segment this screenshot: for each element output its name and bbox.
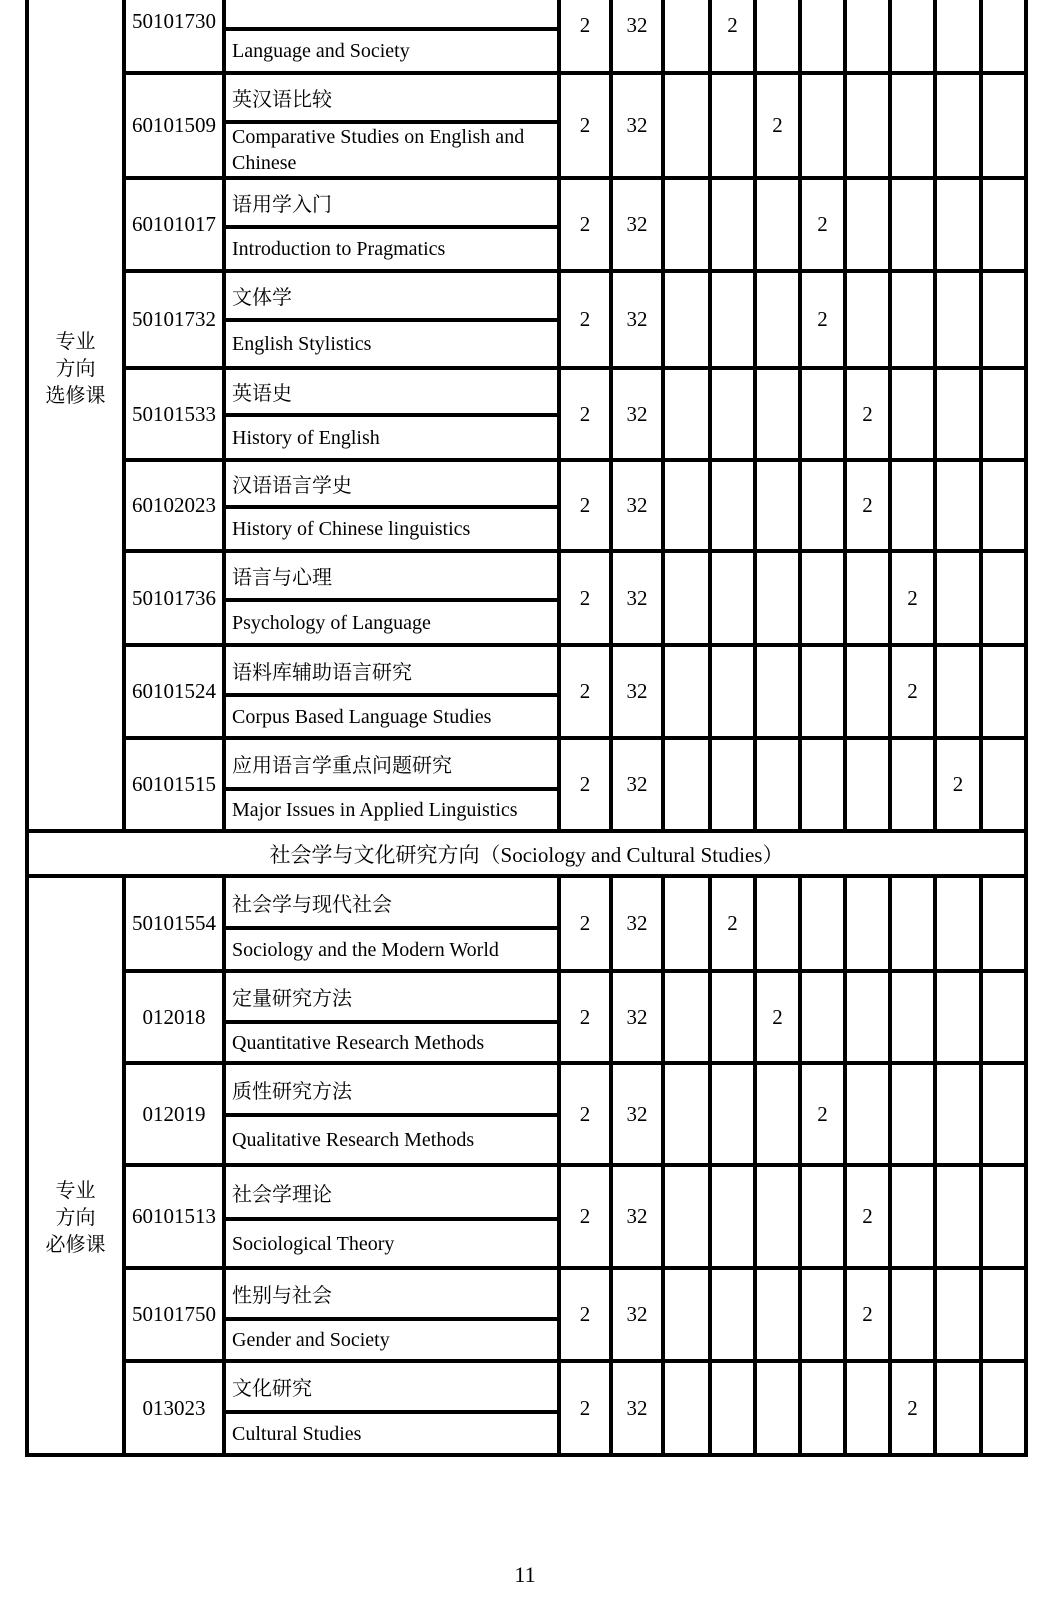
hours-value: 32 [613, 0, 665, 71]
course-name-cell [226, 462, 561, 549]
course-name-cell [226, 75, 561, 176]
semester-cell [892, 740, 937, 829]
credits-value: 2 [561, 370, 613, 458]
course-name-cn: 语用学入门 [226, 180, 557, 229]
credits-value: 2 [561, 1065, 613, 1163]
hours-value: 32 [613, 180, 665, 269]
semester-cell [665, 370, 712, 458]
course-code: 50101736 [132, 585, 216, 610]
course-code: 012019 [142, 1101, 206, 1126]
course-name-cell [226, 878, 561, 969]
semester-cell [937, 180, 983, 269]
course-code-cell [126, 1167, 226, 1266]
semester-cell [757, 462, 802, 549]
semester-cell [757, 553, 802, 643]
category-line: 选修课 [45, 385, 106, 407]
semester-cell [937, 370, 983, 458]
table-row [126, 75, 1028, 180]
semester-cell [983, 1065, 1028, 1163]
course-name-cn: 文体学 [226, 273, 557, 322]
semester-cell [757, 1167, 802, 1266]
semester-cell [712, 273, 757, 366]
semester-cell [712, 1065, 757, 1163]
semester-cell: 2 [892, 647, 937, 736]
semester-cell [665, 1363, 712, 1453]
semester-cell: 2 [712, 878, 757, 969]
table-row [126, 973, 1028, 1065]
semester-cell [712, 462, 757, 549]
table-row [126, 740, 1028, 833]
course-name-en: Sociological Theory [232, 1232, 395, 1255]
semester-cell [757, 1065, 802, 1163]
semester-cell: 2 [757, 75, 802, 176]
course-name-cell [226, 1065, 561, 1163]
credits-value: 2 [561, 1363, 613, 1453]
semester-cell [847, 553, 892, 643]
semester-cell [802, 1363, 847, 1453]
semester-cell [937, 1065, 983, 1163]
semester-cell [983, 740, 1028, 829]
semester-cell [937, 647, 983, 736]
semester-cell [983, 75, 1028, 176]
semester-cell [847, 740, 892, 829]
credits-value: 2 [561, 462, 613, 549]
semester-cell: 2 [847, 1270, 892, 1359]
course-name-cn: 语料库辅助语言研究 [226, 647, 557, 697]
semester-cell [892, 1270, 937, 1359]
course-code: 50101730 [132, 9, 216, 33]
semester-cell [712, 1167, 757, 1266]
semester-cell [892, 878, 937, 969]
course-code-cell [126, 75, 226, 176]
semester-cell [983, 370, 1028, 458]
category-line: 方向 [55, 358, 96, 380]
course-code: 50101732 [132, 307, 216, 331]
credits-value: 2 [561, 75, 613, 176]
semester-cell [802, 1167, 847, 1266]
semester-cell: 2 [712, 0, 757, 71]
credits-value: 2 [561, 878, 613, 969]
table-row [126, 553, 1028, 647]
course-name-cn [226, 0, 557, 31]
course-name-cn: 社会学与现代社会 [226, 878, 557, 930]
course-code-cell [126, 1065, 226, 1163]
course-name-cell [226, 0, 561, 71]
course-code-cell [126, 0, 226, 71]
course-name-en: Sociology and the Modern World [232, 938, 499, 961]
semester-cell [757, 0, 802, 71]
semester-cell [712, 647, 757, 736]
course-code-cell [126, 180, 226, 269]
semester-cell [802, 462, 847, 549]
category-label [29, 329, 122, 410]
course-name-cn: 英语史 [226, 370, 557, 417]
semester-cell [665, 647, 712, 736]
course-code: 50101750 [132, 1302, 216, 1326]
hours-value: 32 [613, 462, 665, 549]
course-name-cell [226, 1363, 561, 1453]
semester-cell [712, 1270, 757, 1359]
course-code-cell [126, 878, 226, 969]
semester-cell [665, 1270, 712, 1359]
hours-value: 32 [613, 273, 665, 366]
course-code: 60102023 [132, 493, 216, 517]
semester-cell [802, 553, 847, 643]
semester-cell [757, 180, 802, 269]
semester-cell [847, 1065, 892, 1163]
semester-cell: 2 [892, 553, 937, 643]
hours-value: 32 [613, 647, 665, 736]
course-code: 60101513 [132, 1204, 216, 1228]
semester-cell [983, 0, 1028, 71]
course-name-cn: 社会学理论 [226, 1167, 557, 1221]
course-name-en: Cultural Studies [232, 1422, 362, 1445]
course-code-cell [126, 370, 226, 458]
course-table [25, 0, 1028, 1457]
semester-cell [983, 647, 1028, 736]
course-code: 60101017 [132, 212, 216, 236]
course-code-cell [126, 740, 226, 829]
semester-cell: 2 [757, 973, 802, 1061]
credits-value: 2 [561, 740, 613, 829]
hours-value: 32 [613, 370, 665, 458]
semester-cell [892, 75, 937, 176]
course-name-en: Language and Society [232, 40, 410, 62]
course-name-cell [226, 740, 561, 829]
semester-cell [847, 973, 892, 1061]
semester-cell [847, 1363, 892, 1453]
semester-cell [847, 878, 892, 969]
category-line: 专业 [55, 331, 96, 353]
credits-value: 2 [561, 1167, 613, 1266]
course-name-en: History of English [232, 426, 380, 449]
credits-value: 2 [561, 647, 613, 736]
semester-cell [892, 1167, 937, 1266]
course-name-cell [226, 973, 561, 1061]
hours-value: 32 [613, 1363, 665, 1453]
course-name-cn: 质性研究方法 [226, 1065, 557, 1117]
hours-value: 32 [613, 75, 665, 176]
course-name-cn: 性别与社会 [226, 1270, 557, 1321]
semester-cell: 2 [802, 273, 847, 366]
semester-cell [665, 740, 712, 829]
course-name-cell [226, 1270, 561, 1359]
semester-cell [937, 1270, 983, 1359]
semester-cell [802, 1270, 847, 1359]
semester-cell [937, 973, 983, 1061]
course-code: 50101554 [132, 911, 216, 935]
course-name-cell [226, 647, 561, 736]
semester-cell [757, 647, 802, 736]
category-line: 专业 [55, 1180, 96, 1202]
course-code: 013023 [142, 1395, 206, 1420]
course-code-cell [126, 553, 226, 643]
semester-cell [983, 878, 1028, 969]
category-line: 方向 [55, 1207, 96, 1229]
semester-cell [802, 75, 847, 176]
course-name-en: Psychology of Language [232, 611, 431, 634]
table-row [126, 1363, 1028, 1457]
semester-cell [712, 1363, 757, 1453]
semester-cell [802, 973, 847, 1061]
semester-cell [983, 973, 1028, 1061]
semester-cell [757, 740, 802, 829]
semester-cell [757, 878, 802, 969]
category-label [29, 1178, 122, 1259]
course-name-en: Qualitative Research Methods [232, 1129, 475, 1151]
semester-cell [892, 0, 937, 71]
semester-cell [983, 1167, 1028, 1266]
course-code-cell [126, 1270, 226, 1359]
table-row [126, 273, 1028, 370]
semester-cell [665, 75, 712, 176]
course-code: 60101515 [132, 772, 216, 796]
course-name-cell [226, 370, 561, 458]
table-row [126, 878, 1028, 973]
semester-cell [712, 553, 757, 643]
course-table-clip [25, 9, 1028, 1457]
credits-value: 2 [561, 273, 613, 366]
hours-value: 32 [613, 1065, 665, 1163]
credits-value: 2 [561, 0, 613, 71]
semester-cell [665, 973, 712, 1061]
semester-cell [937, 75, 983, 176]
category-cell-required [29, 878, 126, 1457]
category-line: 必修课 [45, 1234, 106, 1256]
credits-value: 2 [561, 180, 613, 269]
semester-cell: 2 [802, 1065, 847, 1163]
semester-cell: 2 [892, 1363, 937, 1453]
semester-cell [892, 1065, 937, 1163]
section-rows [126, 0, 1028, 833]
semester-cell [937, 462, 983, 549]
section-required [29, 878, 1028, 1457]
semester-cell [892, 180, 937, 269]
semester-cell [937, 1363, 983, 1453]
course-name-cell [226, 553, 561, 643]
semester-cell [665, 1167, 712, 1266]
semester-cell [983, 553, 1028, 643]
credits-value: 2 [561, 973, 613, 1061]
course-name-cell [226, 273, 561, 366]
semester-cell [665, 180, 712, 269]
semester-cell [847, 180, 892, 269]
semester-cell [665, 553, 712, 643]
course-code: 012018 [142, 1004, 206, 1029]
semester-cell [712, 973, 757, 1061]
semester-cell [937, 553, 983, 643]
course-name-en: Gender and Society [232, 1329, 390, 1351]
hours-value: 32 [613, 1270, 665, 1359]
course-code-cell [126, 273, 226, 366]
credits-value: 2 [561, 1270, 613, 1359]
semester-cell [937, 273, 983, 366]
semester-cell [983, 273, 1028, 366]
semester-cell [802, 370, 847, 458]
semester-cell [757, 273, 802, 366]
semester-cell [665, 1065, 712, 1163]
semester-cell [802, 878, 847, 969]
semester-cell [937, 0, 983, 71]
semester-cell: 2 [937, 740, 983, 829]
table-row [126, 1065, 1028, 1167]
course-name-en: English Stylistics [232, 333, 372, 355]
semester-cell [757, 1363, 802, 1453]
semester-cell [757, 1270, 802, 1359]
course-name-cn: 文化研究 [226, 1363, 557, 1414]
course-name-cn: 语言与心理 [226, 553, 557, 602]
semester-cell [892, 973, 937, 1061]
course-code-cell [126, 647, 226, 736]
page-number: 11 [514, 1562, 536, 1587]
credits-value: 2 [561, 553, 613, 643]
semester-cell [712, 740, 757, 829]
table-row [126, 462, 1028, 553]
course-name-cell [226, 180, 561, 269]
hours-value: 32 [613, 878, 665, 969]
course-name-en: Comparative Studies on English and Chinese [232, 126, 525, 174]
table-row [126, 647, 1028, 740]
semester-cell: 2 [847, 1167, 892, 1266]
section-title: 社会学与文化研究方向（Sociology and Cultural Studies） [29, 833, 1028, 878]
table-row [126, 370, 1028, 462]
semester-cell [983, 1270, 1028, 1359]
semester-cell: 2 [802, 180, 847, 269]
semester-cell [983, 180, 1028, 269]
course-code-cell [126, 973, 226, 1061]
semester-cell [802, 0, 847, 71]
course-code-cell [126, 1363, 226, 1453]
semester-cell [665, 462, 712, 549]
semester-cell [847, 0, 892, 71]
semester-cell [712, 370, 757, 458]
section-electives [29, 0, 1028, 833]
course-name-en: Corpus Based Language Studies [232, 705, 492, 728]
category-cell-electives [29, 0, 126, 833]
course-name-en: Introduction to Pragmatics [232, 238, 446, 260]
course-name-cn: 定量研究方法 [226, 973, 557, 1024]
course-code-cell [126, 462, 226, 549]
course-code: 60101524 [132, 679, 216, 703]
semester-cell [847, 75, 892, 176]
course-name-cn: 应用语言学重点问题研究 [226, 740, 557, 791]
semester-cell: 2 [847, 462, 892, 549]
semester-cell: 2 [847, 370, 892, 458]
semester-cell [802, 740, 847, 829]
course-code: 50101533 [132, 401, 216, 426]
semester-cell [892, 273, 937, 366]
course-name-en: Quantitative Research Methods [232, 1031, 485, 1054]
hours-value: 32 [613, 740, 665, 829]
semester-cell [665, 878, 712, 969]
course-name-en: Major Issues in Applied Linguistics [232, 799, 518, 821]
semester-cell [847, 273, 892, 366]
semester-cell [983, 1363, 1028, 1453]
table-row [126, 180, 1028, 273]
semester-cell [937, 878, 983, 969]
semester-cell [802, 647, 847, 736]
semester-cell [937, 1167, 983, 1266]
course-name-cell [226, 1167, 561, 1266]
course-code: 60101509 [132, 113, 216, 137]
section-rows [126, 878, 1028, 1457]
semester-cell [757, 370, 802, 458]
table-row [126, 1270, 1028, 1363]
table-row [126, 1167, 1028, 1270]
table-row [126, 0, 1028, 75]
semester-cell [892, 462, 937, 549]
hours-value: 32 [613, 553, 665, 643]
semester-cell [665, 0, 712, 71]
hours-value: 32 [613, 973, 665, 1061]
semester-cell [712, 75, 757, 176]
course-name-cn: 英汉语比较 [226, 75, 557, 124]
semester-cell [892, 370, 937, 458]
semester-cell [665, 273, 712, 366]
course-name-en: History of Chinese linguistics [232, 518, 471, 540]
semester-cell [847, 647, 892, 736]
hours-value: 32 [613, 1167, 665, 1266]
semester-cell [983, 462, 1028, 549]
course-name-cn: 汉语语言学史 [226, 462, 557, 509]
semester-cell [712, 180, 757, 269]
